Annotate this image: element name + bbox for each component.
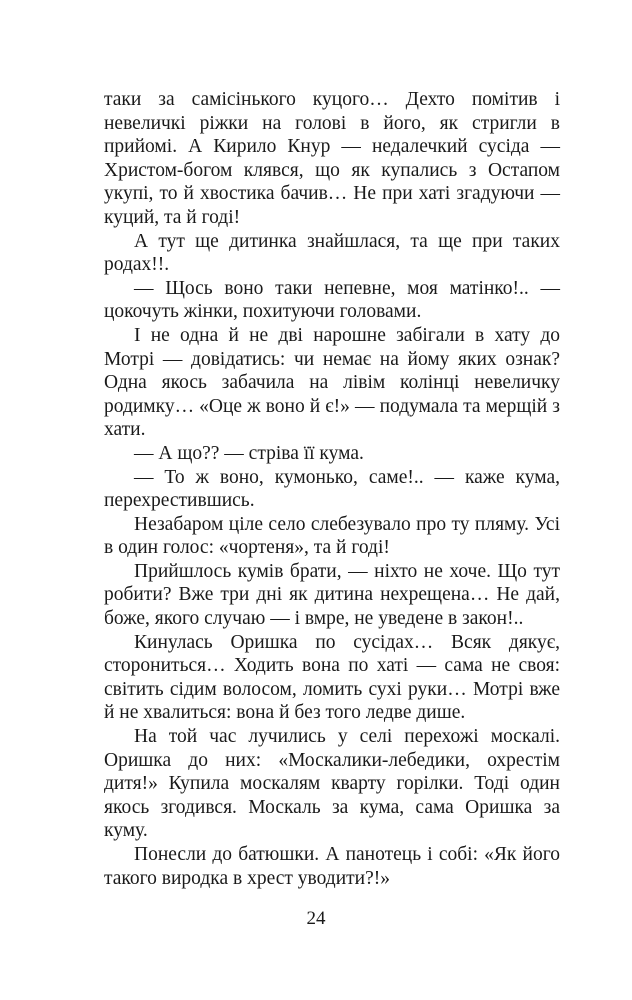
paragraph: — Щось воно таки непевне, моя матінко!.. — цокочуть жінки, похитуючи головами. bbox=[104, 277, 560, 323]
page-number: 24 bbox=[306, 908, 326, 929]
body-text bbox=[104, 88, 560, 890]
paragraph: А тут ще дитинка знайшлася, та ще при таких родах!!. bbox=[104, 230, 560, 276]
paragraph: таки за самісінького куцого… Дехто помітив і невеличкі ріжки на голові в його, як стригли в прийомі. А Кирило Кнур — недалечкий сусіда — Христом-богом клявся, що як купались з Остапом укупі, то й хвостика бачив… Не при хаті згадуючи — куций, та й годі! bbox=[104, 89, 560, 228]
paragraph: Незабаром ціле село слебезувало про ту пляму. Усі в один голос: «чортеня», та й годі! bbox=[104, 513, 560, 559]
paragraph: Кинулась Оришка по сусідах… Всяк дякує, сторониться… Ходить вона по хаті — сама не своя: світить сідим волосом, ломить сухі руки… Мотрі вже й не хвалиться: вона й без того ледве дише. bbox=[104, 631, 560, 724]
paragraph: — То ж воно, кумонько, саме!.. — каже кума, перехрестившись. bbox=[104, 466, 560, 512]
paragraph: І не одна й не дві нарошне забігали в хату до Мотрі — довідатись: чи немає на йому яких ознак? Одна якось забачила на лівім колінці невеличку родимку… «Оце ж воно й є!» — подумала та мерщій з хати. bbox=[104, 324, 560, 441]
paragraph: На той час лучились у селі перехожі москалі. Оришка до них: «Москалики-лебедики, охрестім дитя!» Купила москалям кварту горілки. Тоді один якось згодився. Москаль за кума, сама Оришка за куму. bbox=[104, 726, 560, 842]
paragraph: Понесли до батюшки. А панотець і собі: «Як його такого виродка в хрест уводити?!» bbox=[104, 844, 560, 889]
paragraph: — А що?? — стріва її кума. bbox=[134, 442, 364, 464]
paragraph: Прийшлось кумів брати, — ніхто не хоче. Що тут робити? Вже три дні як дитина нехрещена… Не дай, боже, якого случаю — і вмре, не уведене в закон!.. bbox=[104, 560, 560, 630]
